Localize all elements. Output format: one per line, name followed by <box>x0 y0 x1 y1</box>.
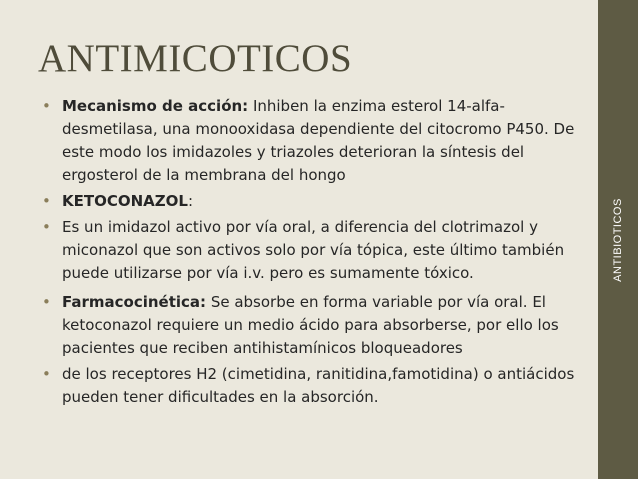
bullet-lead: Mecanismo de acción: <box>62 97 249 115</box>
bullet-text: : <box>187 192 194 210</box>
bullet-text: de los receptores H2 (cimetidina, ranitidina,famotidina) o antiácidos pueden tener dificultades en la absorción. <box>62 365 575 406</box>
bullet-imidazol <box>40 216 585 285</box>
bullet-mecanismo <box>40 95 585 187</box>
section-label-text: ANTIBIOTICOS <box>612 197 624 282</box>
bullet-lead: Farmacocinética: <box>62 293 207 311</box>
bullet-text: Es un imidazol activo por vía oral, a diferencia del clotrimazol y miconazol que son activos solo por vía tópica, este último también puede utilizarse por vía i.v. pero es sumamente tóxico. <box>62 218 565 282</box>
bullet-ketoconazol <box>40 190 585 213</box>
section-label <box>606 0 630 479</box>
slide-title: ANTIMICOTICOS <box>38 37 353 80</box>
bullet-farmacocinetica <box>40 291 585 360</box>
bullet-receptores <box>40 363 585 409</box>
bullet-text: Inhiben la enzima esterol 14-alfa-desmetilasa, una monooxidasa dependiente del citocromo P450. De este modo los imidazoles y triazoles deterioran la síntesis del ergosterol de la membrana del hongo <box>62 97 575 184</box>
bullet-lead: KETOCONAZOL <box>62 192 188 210</box>
bullet-text: Se absorbe en forma variable por vía oral. El ketoconazol requiere un medio ácido para absorberse, por ello los pacientes que reciben antihistamínicos bloqueadores <box>62 293 559 357</box>
bullet-list <box>40 95 585 412</box>
